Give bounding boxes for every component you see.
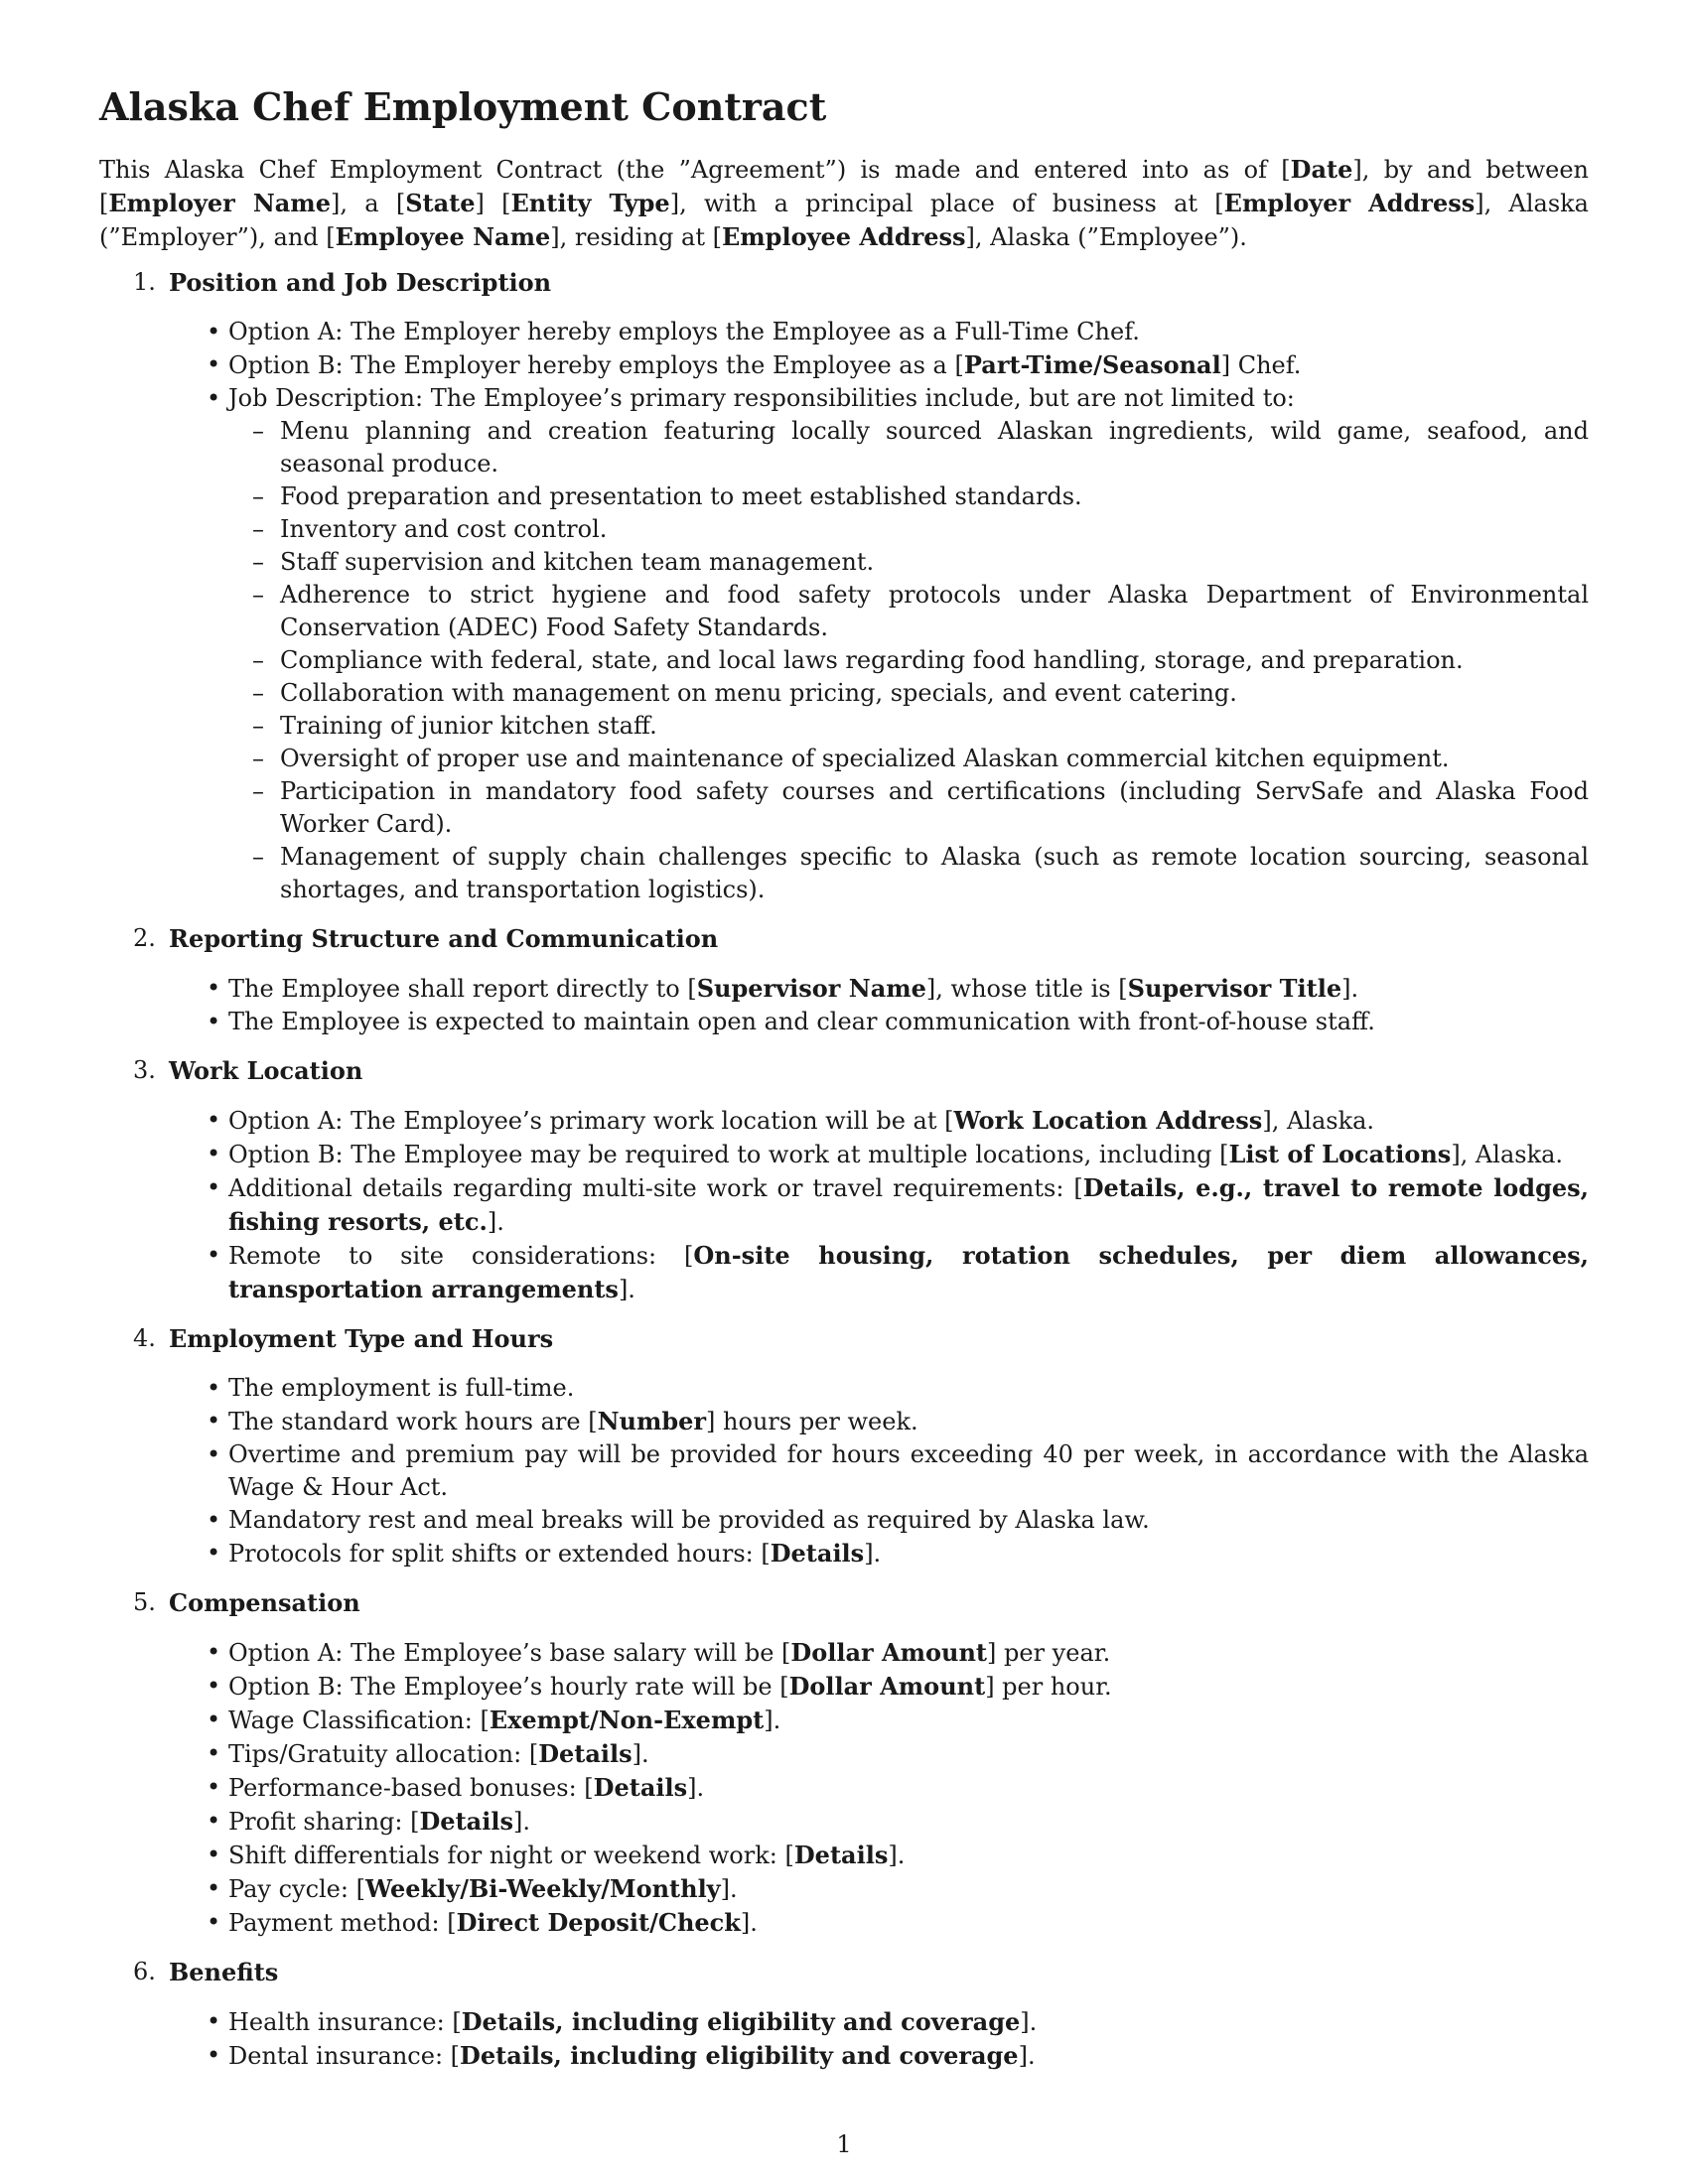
section-4 xyxy=(99,1322,1589,1570)
placeholder-field: Entity Type xyxy=(510,189,670,217)
text-run: Option B: The Employee may be required to work at multiple locations, including [ xyxy=(228,1141,1229,1168)
bullet-item xyxy=(228,1872,1589,1906)
intro-paragraph xyxy=(99,153,1589,254)
bullet-item xyxy=(228,1372,1589,1405)
sub-bullet-item: – Adherence to strict hygiene and food safety protocols under Alaska Department of Environmental Conservation (ADEC) Food Safety Standards. xyxy=(280,579,1589,644)
section-number: 3. xyxy=(133,1056,156,1084)
bullet-item xyxy=(228,1704,1589,1737)
bullet-item xyxy=(228,1006,1589,1038)
placeholder-field: List of Locations xyxy=(1228,1140,1452,1168)
text-run: Protocols for split shifts or extended hours: [ xyxy=(228,1540,771,1568)
placeholder-field: Date xyxy=(1290,155,1353,184)
placeholder-field: Dollar Amount xyxy=(788,1672,986,1701)
text-run: Health insurance: [ xyxy=(228,2008,462,2036)
text-run: ], by and between [ xyxy=(99,156,1590,217)
bullet-item xyxy=(228,1438,1589,1504)
bullet-item xyxy=(228,1171,1589,1239)
placeholder-field: Details xyxy=(538,1739,633,1768)
bullet-item xyxy=(228,316,1589,348)
text-run: ]. xyxy=(512,1808,530,1836)
sub-bullet-item: – Food preparation and presentation to meet established standards. xyxy=(280,480,1589,513)
text-run: ], Alaska (”Employee”). xyxy=(965,223,1247,251)
bullet-list xyxy=(169,316,1589,906)
text-run: Performance-based bonuses: [ xyxy=(228,1774,594,1802)
section-1 xyxy=(99,266,1589,906)
text-run: ]. xyxy=(487,1208,504,1236)
bullet-item xyxy=(228,1906,1589,1940)
text-run: ]. xyxy=(720,1875,738,1903)
document-page xyxy=(99,83,1589,2089)
sub-bullet-item: – Training of junior kitchen staff. xyxy=(280,710,1589,743)
text-run: Wage Classification: [ xyxy=(228,1706,490,1734)
text-run: Remote to site considerations: [ xyxy=(228,1242,694,1270)
text-run: Additional details regarding multi-site work or travel requirements: [ xyxy=(228,1174,1083,1202)
placeholder-field: Part-Time/Seasonal xyxy=(963,350,1221,379)
placeholder-field: Employer Address xyxy=(1223,189,1476,217)
text-run: ], a [ xyxy=(330,190,406,217)
document-title: Alaska Chef Employment Contract xyxy=(99,84,827,129)
placeholder-field: Details xyxy=(770,1539,865,1568)
bullet-item xyxy=(228,1771,1589,1805)
bullet-list xyxy=(169,972,1589,1038)
text-run: ]. xyxy=(618,1276,635,1303)
bullet-list xyxy=(169,1636,1589,1940)
section-title: Work Location xyxy=(169,1056,363,1085)
section-number: 4. xyxy=(133,1324,156,1352)
text-run: Overtime and premium pay will be provided for hours exceeding 40 per week, in accordance with the Alaska Wage & Hour Act. xyxy=(228,1440,1589,1501)
placeholder-field: Details, e.g., travel to remote lodges, fishing resorts, etc. xyxy=(228,1173,1589,1236)
sub-bullet-list xyxy=(228,415,1589,906)
section-title: Position and Job Description xyxy=(169,268,552,297)
bullet-item xyxy=(228,1239,1589,1306)
section-number: 6. xyxy=(133,1958,156,1985)
text-run: ], Alaska. xyxy=(1451,1141,1564,1168)
text-run: ] per hour. xyxy=(985,1673,1112,1701)
text-run: ] per year. xyxy=(987,1639,1111,1667)
sub-bullet-item: – Menu planning and creation featuring locally sourced Alaskan ingredients, wild game, seafood, and seasonal produce. xyxy=(280,415,1589,480)
text-run: ] Chef. xyxy=(1220,351,1302,379)
bullet-item xyxy=(228,1670,1589,1704)
text-run: ]. xyxy=(687,1774,705,1802)
text-run: Pay cycle: [ xyxy=(228,1875,365,1903)
text-run: ]. xyxy=(1020,2008,1038,2036)
section-title: Reporting Structure and Communication xyxy=(169,924,719,953)
section-title: Employment Type and Hours xyxy=(169,1324,554,1353)
bullet-item xyxy=(228,972,1589,1006)
text-run: ], Alaska. xyxy=(1262,1107,1375,1135)
section-title: Benefits xyxy=(169,1958,279,1986)
bullet-list xyxy=(169,1104,1589,1306)
placeholder-field: Details xyxy=(793,1841,889,1869)
placeholder-field: Direct Deposit/Check xyxy=(456,1908,741,1937)
bullet-item xyxy=(228,2005,1589,2039)
placeholder-field: Employee Name xyxy=(335,222,551,251)
text-run: ]. xyxy=(740,1909,758,1937)
text-run: Payment method: [ xyxy=(228,1909,457,1937)
bullet-list xyxy=(169,1372,1589,1570)
section-number: 2. xyxy=(133,924,156,952)
text-run: The standard work hours are [ xyxy=(228,1408,598,1435)
section-5 xyxy=(99,1586,1589,1940)
text-run: Option B: The Employee’s hourly rate will be [ xyxy=(228,1673,789,1701)
text-run: ] [ xyxy=(475,190,511,217)
placeholder-field: Employer Name xyxy=(108,189,331,217)
text-run: ], residing at [ xyxy=(550,223,722,251)
section-number: 5. xyxy=(133,1588,156,1616)
section-list xyxy=(99,266,1589,2073)
text-run: Tips/Gratuity allocation: [ xyxy=(228,1740,539,1768)
text-run: Shift differentials for night or weekend work: [ xyxy=(228,1842,794,1869)
bullet-item xyxy=(228,1737,1589,1771)
placeholder-field: Supervisor Name xyxy=(696,974,926,1003)
bullet-item xyxy=(228,1636,1589,1670)
sub-bullet-item: – Participation in mandatory food safety courses and certifications (including ServSafe and Alaska Food Worker Card). xyxy=(280,775,1589,841)
placeholder-field: Weekly/Bi-Weekly/Monthly xyxy=(364,1874,721,1903)
text-run: ]. xyxy=(864,1540,882,1568)
placeholder-field: On-site housing, rotation schedules, per diem allowances, transportation arrangements xyxy=(228,1241,1589,1303)
bullet-item xyxy=(228,1504,1589,1537)
placeholder-field: Details, including eligibility and coverage xyxy=(460,2041,1019,2070)
text-run: ]. xyxy=(764,1706,781,1734)
sub-bullet-item: – Oversight of proper use and maintenance of specialized Alaskan commercial kitchen equipment. xyxy=(280,743,1589,775)
bullet-item xyxy=(228,1537,1589,1570)
placeholder-field: Details, including eligibility and coverage xyxy=(461,2007,1021,2036)
placeholder-field: Employee Address xyxy=(721,222,966,251)
bullet-item xyxy=(228,2039,1589,2073)
placeholder-field: Exempt/Non-Exempt xyxy=(489,1706,765,1734)
section-2 xyxy=(99,922,1589,1038)
placeholder-field: Details xyxy=(419,1807,513,1836)
text-run: ], with a principal place of business at [ xyxy=(669,190,1224,217)
text-run: The Employee is expected to maintain open and clear communication with front-of-house staff. xyxy=(228,1008,1375,1035)
placeholder-field: Dollar Amount xyxy=(790,1638,988,1667)
bullet-item xyxy=(228,1405,1589,1438)
text-run: ]. xyxy=(1341,975,1359,1003)
section-6 xyxy=(99,1956,1589,2073)
bullet-item xyxy=(228,1104,1589,1138)
text-run: ]. xyxy=(1018,2042,1036,2070)
text-run: Job Description: The Employee’s primary responsibilities include, but are not limited to: xyxy=(228,384,1295,412)
text-run: Option A: The Employee’s base salary will be [ xyxy=(228,1639,791,1667)
text-run: Option A: The Employer hereby employs the Employee as a Full-Time Chef. xyxy=(228,318,1140,345)
text-run: Profit sharing: [ xyxy=(228,1808,420,1836)
placeholder-field: Supervisor Title xyxy=(1127,974,1342,1003)
placeholder-field: Number xyxy=(597,1407,707,1435)
placeholder-field: State xyxy=(405,189,476,217)
placeholder-field: Work Location Address xyxy=(953,1106,1263,1135)
text-run: The Employee shall report directly to [ xyxy=(228,975,697,1003)
page-number: 1 xyxy=(836,2130,852,2158)
text-run: Mandatory rest and meal breaks will be provided as required by Alaska law. xyxy=(228,1506,1150,1534)
sub-bullet-item: – Collaboration with management on menu pricing, specials, and event catering. xyxy=(280,677,1589,710)
bullet-list xyxy=(169,2005,1589,2073)
bullet-item xyxy=(228,382,1589,906)
text-run: ] hours per week. xyxy=(706,1408,918,1435)
sub-bullet-item: – Inventory and cost control. xyxy=(280,513,1589,546)
bullet-item xyxy=(228,1805,1589,1839)
text-run: Option A: The Employee’s primary work location will be at [ xyxy=(228,1107,954,1135)
placeholder-field: Details xyxy=(593,1773,688,1802)
text-run: The employment is full-time. xyxy=(228,1374,575,1402)
bullet-item xyxy=(228,1839,1589,1872)
text-run: ], Alaska (”Employer”), and [ xyxy=(99,190,1589,251)
text-run: ]. xyxy=(888,1842,906,1869)
text-run: This Alaska Chef Employment Contract (the ”Agreement”) is made and entered into as of [ xyxy=(99,156,1291,184)
bullet-item xyxy=(228,1138,1589,1171)
section-3 xyxy=(99,1054,1589,1306)
text-run: ]. xyxy=(632,1740,649,1768)
text-run: Dental insurance: [ xyxy=(228,2042,461,2070)
sub-bullet-item: – Management of supply chain challenges specific to Alaska (such as remote location sourcing, seasonal shortages, and transportation logistics). xyxy=(280,841,1589,906)
bullet-item xyxy=(228,348,1589,382)
text-run: Option B: The Employer hereby employs the Employee as a [ xyxy=(228,351,964,379)
sub-bullet-item: – Compliance with federal, state, and local laws regarding food handling, storage, and preparation. xyxy=(280,644,1589,677)
text-run: ], whose title is [ xyxy=(925,975,1128,1003)
section-number: 1. xyxy=(133,268,156,296)
sub-bullet-item: – Staff supervision and kitchen team management. xyxy=(280,546,1589,579)
section-title: Compensation xyxy=(169,1588,360,1617)
